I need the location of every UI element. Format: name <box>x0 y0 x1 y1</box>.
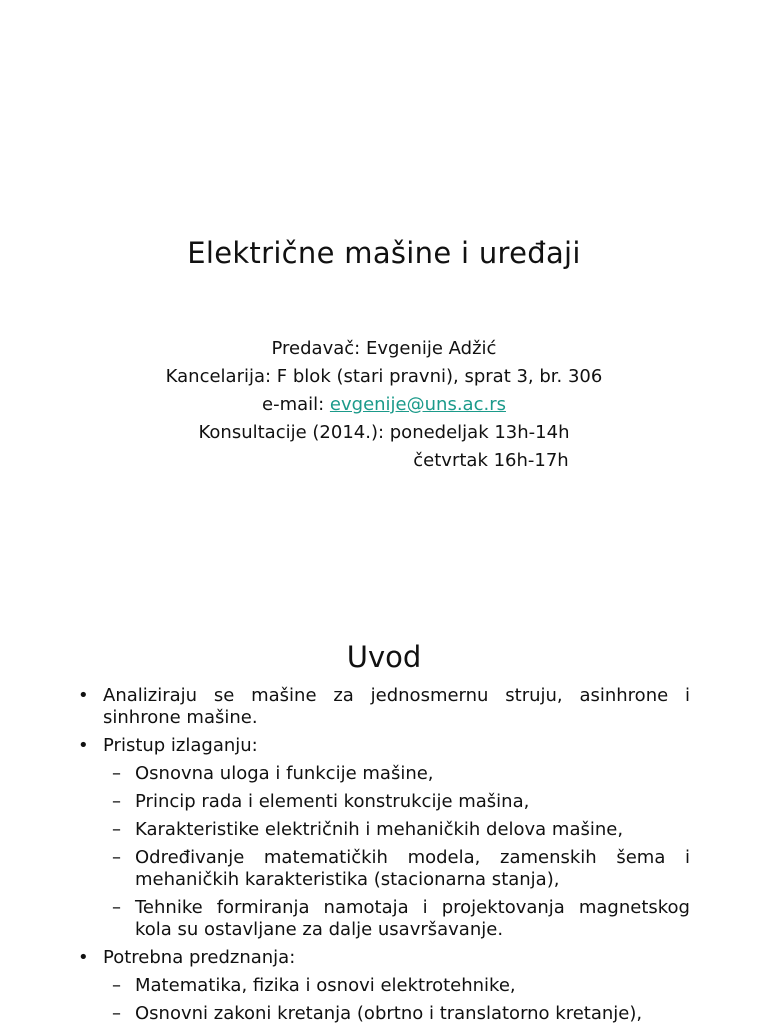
sub-bullet-item <box>78 1003 690 1024</box>
lecturer-line: Predavač: Evgenije Adžić <box>271 338 497 359</box>
bullet-item <box>78 685 690 729</box>
dash-marker: – <box>112 763 121 784</box>
dash-marker: – <box>112 1003 121 1024</box>
sub-bullet-item <box>78 847 690 891</box>
bullet-item <box>78 735 690 757</box>
dash-marker: – <box>112 897 121 918</box>
bullet-text: Matematika, fizika i osnovi elektrotehnike, <box>135 975 516 996</box>
bullet-text: Određivanje matematičkih modela, zamenskih šema i mehaničkih karakteristika (stacionarna stanja), <box>135 847 690 890</box>
email-line <box>0 391 768 419</box>
lecturer-info <box>0 335 768 475</box>
sub-bullet-item <box>78 819 690 841</box>
bullet-text: • Potrebna predznanja: <box>103 947 296 968</box>
dash-marker: – <box>112 819 121 840</box>
sub-bullet-item <box>78 897 690 941</box>
consultation-line-2: četvrtak 16h-17h <box>413 450 569 471</box>
sub-bullet-item <box>78 763 690 785</box>
dash-marker: – <box>112 847 121 868</box>
bullet-text: Osnovni zakoni kretanja (obrtno i translatorno kretanje), <box>135 1003 643 1024</box>
bullet-text: Princip rada i elementi konstrukcije mašina, <box>135 791 530 812</box>
sub-bullet-item <box>78 791 690 813</box>
bullet-text: Tehnike formiranja namotaja i projektovanja magnetskog kola su ostavljane za dalje usavršavanje. <box>135 897 690 940</box>
bullet-text: • Pristup izlaganju: <box>103 735 258 756</box>
email-label: e-mail: <box>262 394 330 415</box>
bullet-item <box>78 947 690 969</box>
consultation-line-1: Konsultacije (2014.): ponedeljak 13h-14h <box>198 422 570 443</box>
bullet-list <box>78 685 690 1024</box>
section-title: Uvod <box>346 640 422 674</box>
bullet-text: Karakteristike električnih i mehaničkih delova mašine, <box>135 819 624 840</box>
slide-title: Električne mašine i uređaji <box>187 236 581 270</box>
bullet-text: Osnovna uloga i funkcije mašine, <box>135 763 434 784</box>
office-line: Kancelarija: F blok (stari pravni), sprat 3, br. 306 <box>165 366 603 387</box>
sub-bullet-item <box>78 975 690 997</box>
email-link[interactable]: evgenije@uns.ac.rs <box>329 394 506 415</box>
dash-marker: – <box>112 975 121 996</box>
dash-marker: – <box>112 791 121 812</box>
bullet-text: • Analiziraju se mašine za jednosmernu struju, asinhrone i sinhrone mašine. <box>103 685 690 728</box>
